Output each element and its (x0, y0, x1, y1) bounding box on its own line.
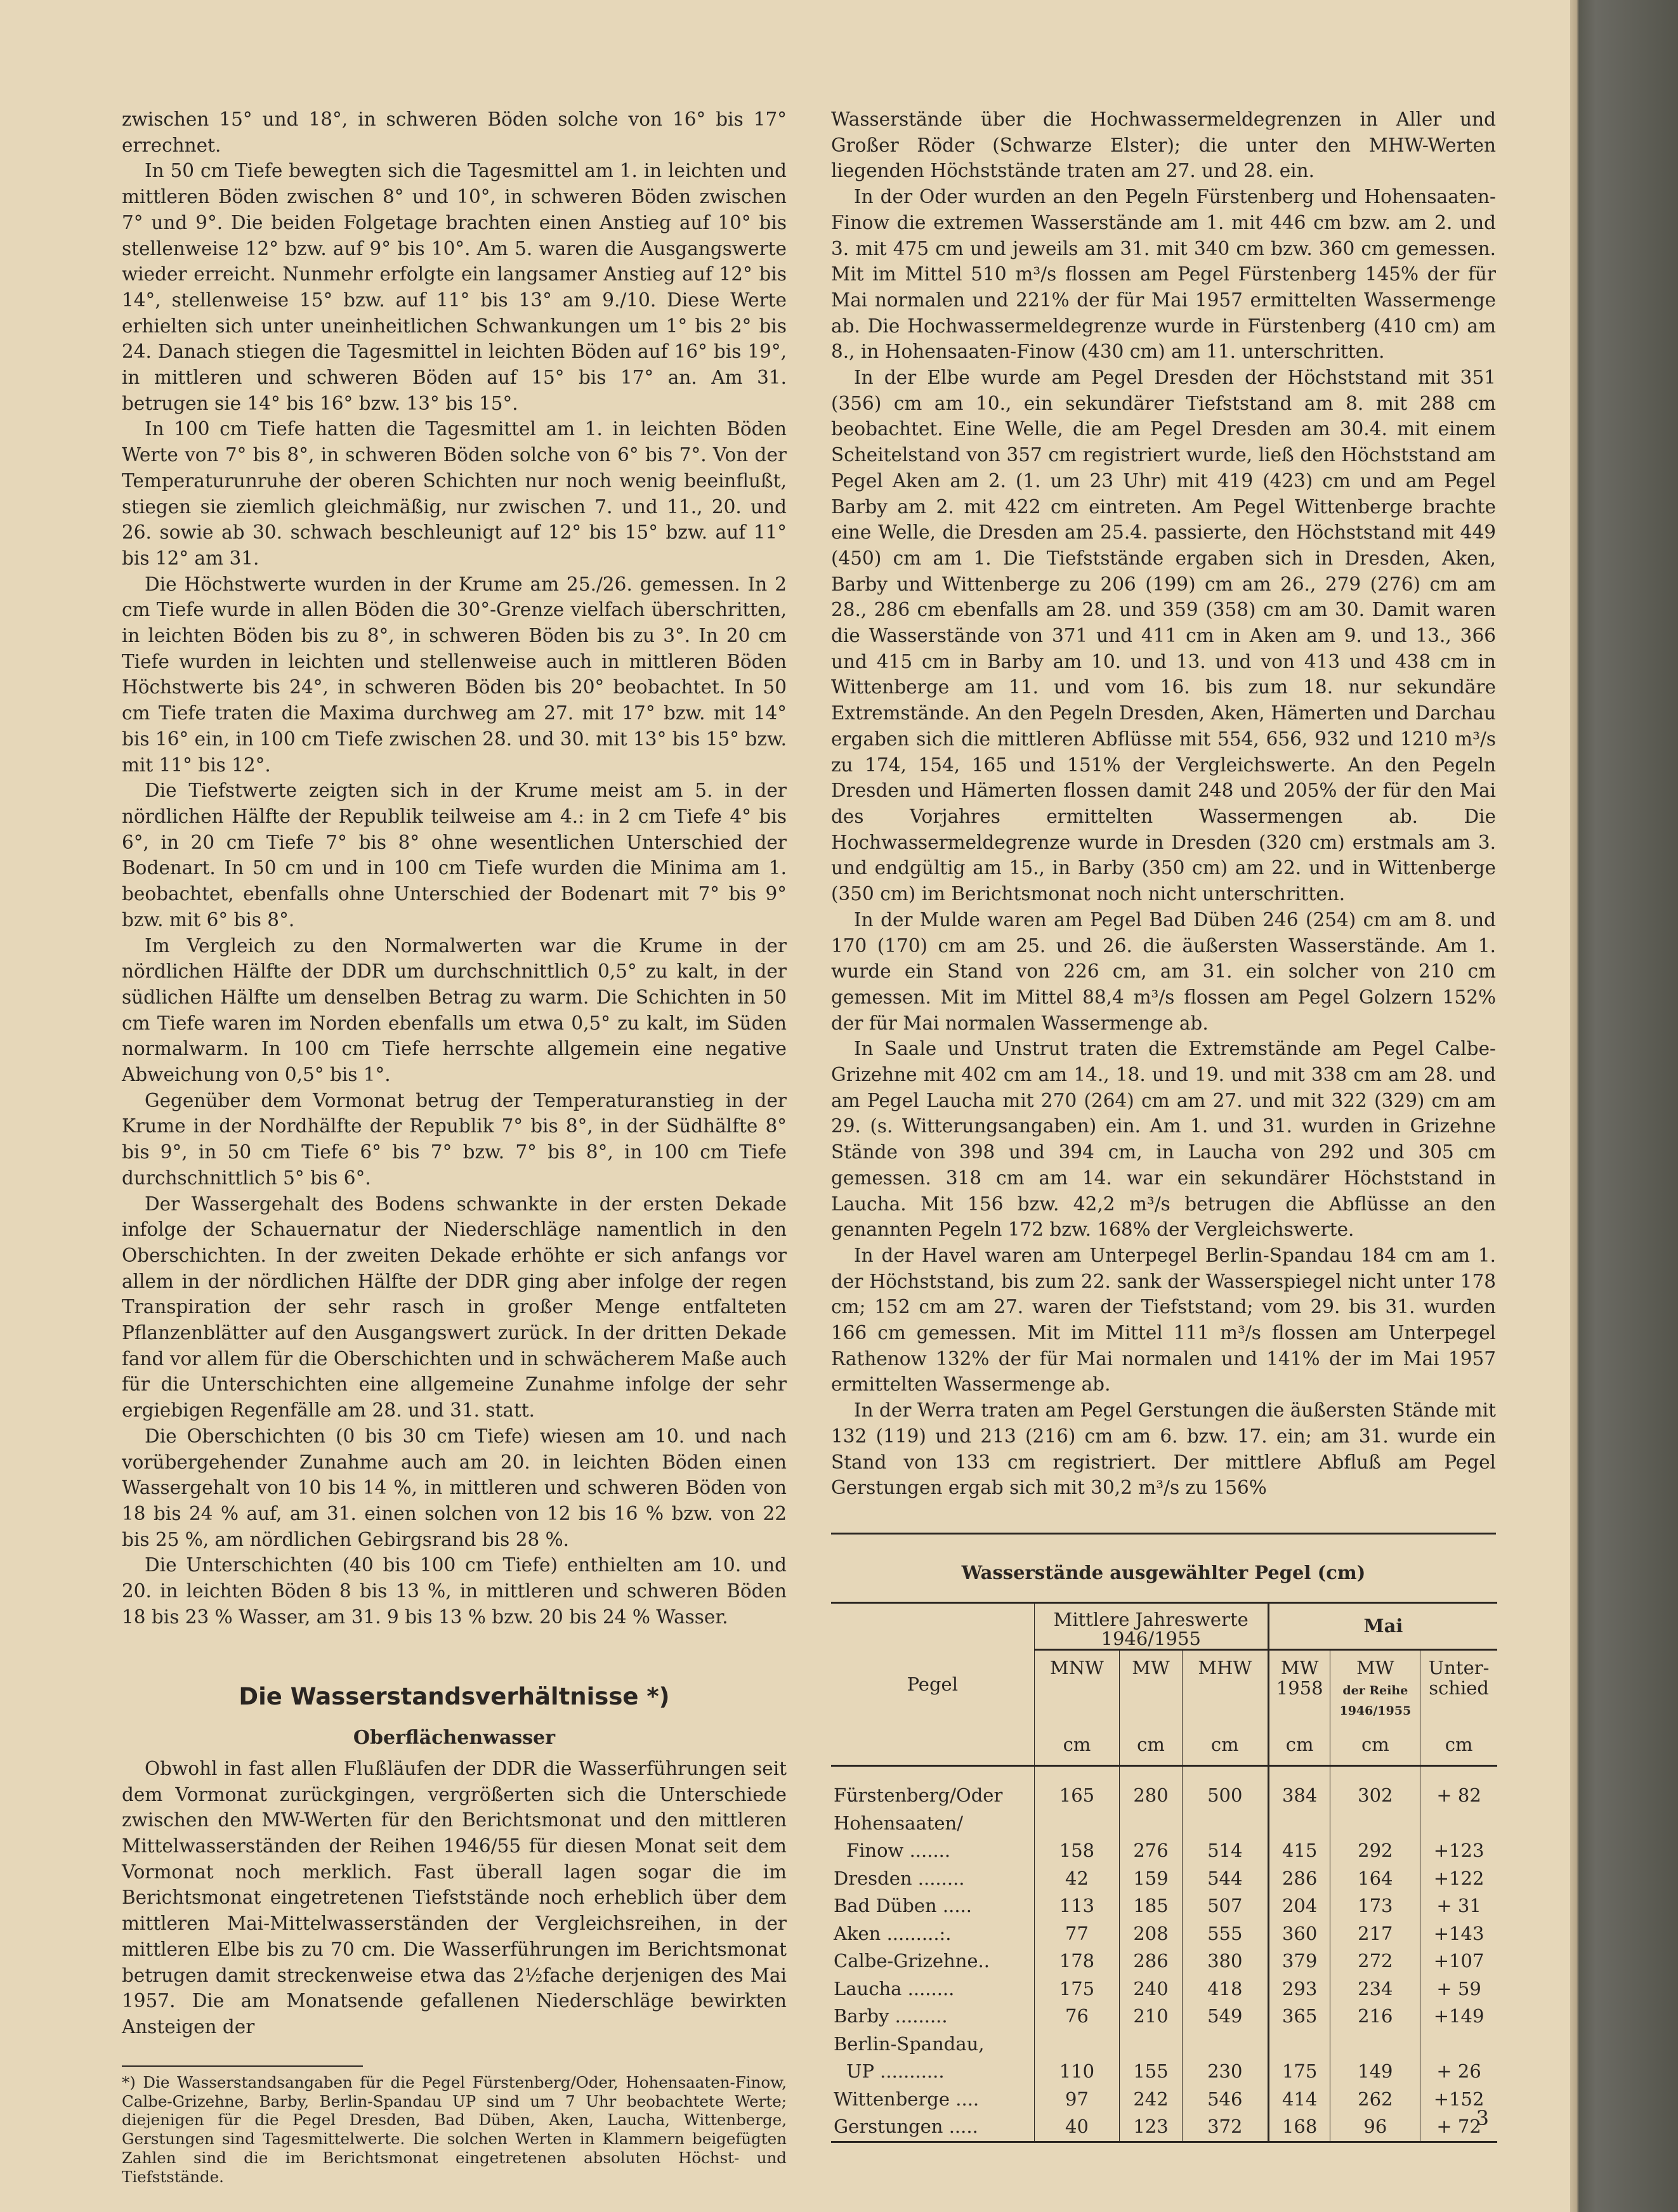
pegel-name: Laucha ........ (834, 1977, 955, 1999)
cell-mw (1120, 1810, 1182, 1838)
cell-mhw: 546 (1182, 2086, 1268, 2114)
pegel-name: Bad Düben ..... (834, 1895, 973, 1917)
cell-mw-reihe (1330, 1810, 1420, 1838)
cell-mw-1958 (1268, 2031, 1330, 2058)
table-row (831, 2086, 1497, 2114)
cell-unterschied: +122 (1420, 1865, 1497, 1893)
header-group-mai: Mai (1363, 1615, 1403, 1637)
paragraph: In der Havel waren am Unterpegel Berlin-Spandau 184 cm am 1. der Höchststand, bis zum 22. sank der Wasserspiegel nicht unter 178 cm; 152 cm am 27. waren der Tiefststand; vom 29. bis 31. wurden 166 cm gemessen. Mit im Mittel 111 m³/s flossen am Unterpegel Rathenow 132% der für Mai normalen und 141% der im Mai 1957 ermittelten Wassermenge ab. (831, 1244, 1496, 1396)
cell-mw-reihe: 262 (1330, 2086, 1420, 2114)
table-row (831, 1782, 1497, 1810)
cell-unterschied: + 59 (1420, 1975, 1497, 2003)
water-level-table (831, 1602, 1497, 2143)
pegel-name: Dresden ........ (834, 1867, 965, 1889)
cell-mw-reihe: 234 (1330, 1975, 1420, 2003)
header-mhw: MHW (1182, 1649, 1268, 1718)
cell-mnw: 77 (1034, 1920, 1120, 1948)
cell-mw-reihe: 302 (1330, 1782, 1420, 1810)
cell-mhw: 507 (1182, 1892, 1268, 1920)
pegel-name: Barby ......... (834, 2005, 948, 2027)
cell-mw: 155 (1120, 2058, 1182, 2086)
book-binding-edge (1570, 0, 1678, 2212)
unit-cell: cm (1034, 1719, 1120, 1766)
cell-mhw: 230 (1182, 2058, 1268, 2086)
paragraph: Der Wassergehalt des Bodens schwankte in der ersten Dekade infolge der Schauernatur der Niederschläge namentlich in den Oberschichten. In der zweiten Dekade erhöhte er sich anfangs vor allem in der nördlichen Hälfte der DDR ging aber infolge der regen Transpiration der sehr rasch in großer Menge entfalteten Pflanzenblätter auf den Ausgangswert zurück. In der dritten Dekade fand vor allem für die Oberschichten und in schwächerem Maße auch für die Unterschichten eine allgemeine Zunahme infolge der sehr ergiebigen Regenfälle am 28. und 31. statt. (122, 1193, 787, 1422)
cell-mnw (1034, 2031, 1120, 2058)
cell-mnw: 113 (1034, 1892, 1120, 1920)
cell-unterschied: +152 (1420, 2086, 1497, 2114)
footnote-divider (122, 2065, 363, 2067)
pegel-name: Berlin-Spandau, (834, 2032, 985, 2055)
cell-unterschied: + 26 (1420, 2058, 1497, 2086)
header-mw-1958 (1268, 1649, 1330, 1718)
header-mw-reihe-sub: der Reihe (1342, 1683, 1408, 1698)
footnote: *) Die Wasserstandsangaben für die Pegel Fürstenberg/Oder, Hohensaaten-Finow, Calbe-Grizehne, Barby, Berlin-Spandau UP sind um 7 Uhr beobachtete Werte; diejenigen für die Pegel Dresden, Bad Düben, Aken, Laucha, Wittenberge, Gerstungen sind Tagesmittelwerte. Die solchen Werten in Klammern beigefügten Zahlen sind die im Berichtsmonat eingetretenen absoluten Höchst- und Tiefststände. (122, 2072, 787, 2187)
cell-unterschied (1420, 1810, 1497, 1838)
table-row (831, 1947, 1497, 1975)
cell-mw: 208 (1120, 1920, 1182, 1948)
cell-mw: 242 (1120, 2086, 1182, 2114)
header-mw: MW (1120, 1649, 1182, 1718)
cell-mhw: 555 (1182, 1920, 1268, 1948)
cell-mw: 159 (1120, 1865, 1182, 1893)
cell-mw: 276 (1120, 1837, 1182, 1865)
section-divider (831, 1533, 1496, 1535)
cell-mhw: 380 (1182, 1947, 1268, 1975)
cell-mnw: 158 (1034, 1837, 1120, 1865)
cell-mnw: 178 (1034, 1947, 1120, 1975)
header-mw-reihe (1330, 1649, 1420, 1718)
unit-cell: cm (1182, 1719, 1268, 1766)
cell-mnw: 97 (1034, 2086, 1120, 2114)
paragraph: Gegenüber dem Vormonat betrug der Temperaturanstieg in der Krume in der Nordhälfte der Republik 7° bis 8°, in der Südhälfte 8° bis 9°, in 50 cm Tiefe 6° bis 7° bzw. 7° bis 8°, in 100 cm Tiefe durchschnittlich 5° bis 6°. (122, 1089, 787, 1189)
cell-unterschied: +143 (1420, 1920, 1497, 1948)
right-column (831, 107, 1496, 2143)
pegel-name: Calbe-Grizehne.. (834, 1950, 990, 1972)
cell-mw-1958: 379 (1268, 1947, 1330, 1975)
cell-mnw: 42 (1034, 1865, 1120, 1893)
table-row (831, 1837, 1497, 1865)
header-unterschied (1420, 1649, 1497, 1718)
cell-mnw: 110 (1034, 2058, 1120, 2086)
table-row (831, 1920, 1497, 1948)
header-pegel: Pegel (907, 1673, 958, 1695)
pegel-name: Gerstungen ..... (834, 2116, 978, 2138)
table-row (831, 1892, 1497, 1920)
paragraph: Die Unterschichten (40 bis 100 cm Tiefe) enthielten am 10. und 20. in leichten Böden 8 bis 13 %, in mittleren und schweren Böden 18 bis 23 % Wasser, am 31. 9 bis 13 % bzw. 20 bis 24 % Wasser. (122, 1554, 787, 1628)
table-row (831, 1810, 1497, 1838)
cell-mhw: 514 (1182, 1837, 1268, 1865)
paragraph: Obwohl in fast allen Flußläufen der DDR die Wasserführungen seit dem Vormonat zurückgingen, vergrößerten sich die Unterschiede zwischen den MW-Werten für den Berichtsmonat und den mittleren Mittelwasserständen der Reihen 1946/55 für diesen Monat seit dem Vormonat noch merklich. Fast überall lagen sogar die im Berichtsmonat eingetretenen Tiefststände noch erheblich über dem mittleren Mai-Mittelwasserständen der Vergleichsreihen, in der mittleren Elbe bis zu 70 cm. Die Wasserführungen im Berichtsmonat betrugen damit streckenweise etwa das 2½fache derjenigen des Mai 1957. Die am Monatsende gefallenen Niederschläge bewirkten Ansteigen der (122, 1757, 787, 2038)
header-mw-reihe-range: 1946/1955 (1339, 1703, 1412, 1718)
cell-mw-1958: 414 (1268, 2086, 1330, 2114)
table-row (831, 2031, 1497, 2058)
cell-mhw (1182, 1810, 1268, 1838)
cell-mnw: 165 (1034, 1782, 1120, 1810)
cell-mw-reihe: 173 (1330, 1892, 1420, 1920)
cell-mw: 240 (1120, 1975, 1182, 2003)
cell-mw-reihe: 216 (1330, 2003, 1420, 2031)
cell-mw-1958: 360 (1268, 1920, 1330, 1948)
unit-cell: cm (1268, 1719, 1330, 1766)
cell-mhw: 549 (1182, 2003, 1268, 2031)
header-mw-reihe-label: MW (1356, 1656, 1394, 1679)
cell-mw-1958: 204 (1268, 1892, 1330, 1920)
cell-mw-1958: 415 (1268, 1837, 1330, 1865)
cell-unterschied (1420, 2031, 1497, 2058)
pegel-name: Fürstenberg/Oder (834, 1784, 1003, 1807)
table-row (831, 2003, 1497, 2031)
paragraph: Die Oberschichten (0 bis 30 cm Tiefe) wiesen am 10. und nach vorübergehender Zunahme auch am 20. in leichten Böden einen Wassergehalt von 10 bis 14 %, in mittleren und schweren Böden von 18 bis 24 % auf, am 31. einen solchen von 12 bis 16 % bzw. von 22 bis 25 %, am nördlichen Gebirgsrand bis 28 %. (122, 1425, 787, 1550)
pegel-name: Aken .........:. (834, 1922, 952, 1944)
header-mw-1958-year: 1958 (1276, 1677, 1323, 1699)
header-group-annual-range: 1946/1955 (1101, 1628, 1201, 1650)
subsection-title: Oberflächenwasser (353, 1726, 556, 1749)
cell-mnw: 175 (1034, 1975, 1120, 2003)
cell-mw (1120, 2031, 1182, 2058)
cell-unterschied: + 82 (1420, 1782, 1497, 1810)
header-group-annual (1034, 1602, 1268, 1649)
cell-mw-reihe: 96 (1330, 2113, 1420, 2142)
cell-mnw: 40 (1034, 2113, 1120, 2142)
cell-mw: 210 (1120, 2003, 1182, 2031)
cell-mw-reihe: 292 (1330, 1837, 1420, 1865)
cell-mw-reihe: 272 (1330, 1947, 1420, 1975)
section-title: Die Wasserstandsverhältnisse *) (239, 1683, 670, 1711)
cell-mw-reihe: 149 (1330, 2058, 1420, 2086)
cell-mw: 286 (1120, 1947, 1182, 1975)
cell-mw-1958: 286 (1268, 1865, 1330, 1893)
header-mw-1958-label: MW (1280, 1656, 1319, 1679)
left-column (122, 107, 787, 2187)
cell-mhw: 418 (1182, 1975, 1268, 2003)
cell-unterschied: +123 (1420, 1837, 1497, 1865)
paragraph: Wasserstände über die Hochwassermeldegrenzen in Aller und Großer Röder (Schwarze Elster); die unter den MHW-Werten liegenden Höchststände traten am 27. und 28. ein. (831, 108, 1496, 182)
pegel-name: Wittenberge .... (834, 2088, 980, 2110)
pegel-name: Hohensaaten/ (834, 1812, 963, 1834)
header-unterschied-b: schied (1429, 1677, 1489, 1699)
cell-unterschied: +149 (1420, 2003, 1497, 2031)
table-title: Wasserstände ausgewählter Pegel (cm) (961, 1561, 1366, 1583)
cell-mhw: 500 (1182, 1782, 1268, 1810)
cell-mw-reihe: 217 (1330, 1920, 1420, 1948)
cell-mhw: 372 (1182, 2113, 1268, 2142)
table-row (831, 1975, 1497, 2003)
unit-cell: cm (1330, 1719, 1420, 1766)
paragraph: In Saale und Unstrut traten die Extremstände am Pegel Calbe-Grizehne mit 402 cm am 14., 18. und 19. und mit 338 cm am 28. und am Pegel Laucha mit 270 (264) cm am 27. und mit 322 (329) cm am 29. (s. Witterungsangaben) ein. Am 1. und 31. wurden in Grizehne Stände von 398 und 394 cm, in Laucha von 292 und 305 cm gemessen. 318 cm am 14. war ein sekundärer Höchststand in Laucha. Mit 156 bzw. 42,2 m³/s betrugen die Abflüsse an den genannten Pegeln 172 bzw. 168% der Vergleichswerte. (831, 1038, 1496, 1241)
paragraph: In 100 cm Tiefe hatten die Tagesmittel am 1. in leichten Böden Werte von 7° bis 8°, in schweren Böden solche von 6° bis 7°. Von der Temperaturunruhe der oberen Schichten nur noch wenig beeinflußt, stiegen sie ziemlich gleichmäßig, nur zwischen 7. und 11., 20. und 26. sowie ab 30. schwach beschleunigt auf 12° bis 15° bzw. auf 11° bis 12° am 31. (122, 418, 787, 569)
cell-mnw (1034, 1810, 1120, 1838)
cell-mnw: 76 (1034, 2003, 1120, 2031)
unit-cell: cm (1120, 1719, 1182, 1766)
table-row (831, 2113, 1497, 2142)
cell-mw: 185 (1120, 1892, 1182, 1920)
paragraph: zwischen 15° und 18°, in schweren Böden solche von 16° bis 17° errechnet. (122, 108, 787, 156)
paragraph: In der Werra traten am Pegel Gerstungen die äußersten Stände mit 132 (119) und 213 (216) cm am 6. bzw. 17. ein; am 31. wurde ein Stand von 133 cm registriert. Der mittlere Abfluß am Pegel Gerstungen ergab sich mit 30,2 m³/s zu 156% (831, 1399, 1497, 1499)
header-mnw: MNW (1034, 1649, 1120, 1718)
paragraph: Die Höchstwerte wurden in der Krume am 25./26. gemessen. In 2 cm Tiefe wurde in allen Böden die 30°-Grenze vielfach überschritten, in leichten Böden bis zu 8°, in schweren Böden bis zu 3°. In 20 cm Tiefe wurden in leichten und stellenweise auch in mittleren Böden Höchstwerte bis 24°, in schweren Böden bis 20° beobachtet. In 50 cm Tiefe traten die Maxima durchweg am 27. mit 17° bzw. mit 14° bis 16° ein, in 100 cm Tiefe zwischen 28. und 30. mit 13° bis 15° bzw. mit 11° bis 12°. (122, 573, 787, 776)
cell-mw-reihe (1330, 2031, 1420, 2058)
cell-mw: 123 (1120, 2113, 1182, 2142)
cell-mhw (1182, 2031, 1268, 2058)
table-row (831, 1865, 1497, 1893)
paragraph: In der Oder wurden an den Pegeln Fürstenberg und Hohensaaten-Finow die extremen Wasserstände am 1. mit 446 cm bzw. am 2. und 3. mit 475 cm und jeweils am 31. mit 340 cm bzw. 360 cm gemessen. Mit im Mittel 510 m³/s flossen am Pegel Fürstenberg 145% der für Mai normalen und 221% der für Mai 1957 ermittelten Wassermenge ab. Die Hochwassermeldegrenze wurde in Fürstenberg (410 cm) am 8., in Hohensaaten-Finow (430 cm) am 11. unterschritten. (831, 186, 1496, 363)
header-group-annual-label: Mittlere Jahreswerte (1053, 1608, 1249, 1630)
cell-mw-1958: 175 (1268, 2058, 1330, 2086)
page-number: 3 (1476, 2106, 1489, 2130)
cell-mhw: 544 (1182, 1865, 1268, 1893)
pegel-name: Finow ....... (846, 1840, 951, 1862)
paragraph: Im Vergleich zu den Normalwerten war die Krume in der nördlichen Hälfte der DDR um durchschnittlich 0,5° zu kalt, in der südlichen Hälfte um denselben Betrag zu warm. Die Schichten in 50 cm Tiefe waren im Norden ebenfalls um etwa 0,5° zu kalt, im Süden normalwarm. In 100 cm Tiefe herrschte allgemein eine negative Abweichung von 0,5° bis 1°. (122, 934, 787, 1086)
cell-mw-1958: 384 (1268, 1782, 1330, 1810)
paragraph: In 50 cm Tiefe bewegten sich die Tagesmittel am 1. in leichten und mittleren Böden zwischen 8° und 10°, in schweren Böden zwischen 7° und 9°. Die beiden Folgetage brachten einen Anstieg auf 10° bis stellenweise 12° bzw. auf 9° bis 10°. Am 5. waren die Ausgangswerte wieder erreicht. Nunmehr erfolgte ein langsamer Anstieg auf 12° bis 14°, stellenweise 15° bzw. auf 11° bis 13° am 9./10. Diese Werte erhielten sich unter uneinheitlichen Schwankungen um 1° bis 2° bis 24. Danach stiegen die Tagesmittel in leichten Böden auf 16° bis 19°, in mittleren und schweren Böden auf 15° bis 17° an. Am 31. betrugen sie 14° bis 16° bzw. 13° bis 15°. (122, 160, 787, 414)
paragraph: Die Tiefstwerte zeigten sich in der Krume meist am 5. in der nördlichen Hälfte der Republik teilweise am 4.: in 2 cm Tiefe 4° bis 6°, in 20 cm Tiefe 7° bis 8° ohne wesentlichen Unterschied der Bodenart. In 50 cm und in 100 cm Tiefe wurden die Minima am 1. beobachtet, ebenfalls ohne Unterschied der Bodenart mit 7° bis 9° bzw. mit 6° bis 8°. (122, 780, 787, 931)
table-row (831, 2058, 1497, 2086)
cell-mw-reihe: 164 (1330, 1865, 1420, 1893)
unit-cell: cm (1420, 1719, 1497, 1766)
header-unterschied-a: Unter- (1428, 1656, 1490, 1679)
cell-unterschied: + 31 (1420, 1892, 1497, 1920)
cell-mw-1958 (1268, 1810, 1330, 1838)
cell-mw-1958: 365 (1268, 2003, 1330, 2031)
cell-mw-1958: 293 (1268, 1975, 1330, 2003)
paragraph: In der Mulde waren am Pegel Bad Düben 246 (254) cm am 8. und 170 (170) cm am 25. und 26. die äußersten Wasserstände. Am 1. wurde ein Stand von 226 cm, am 31. ein solcher von 210 cm gemessen. Mit im Mittel 88,4 m³/s flossen am Pegel Golzern 152% der für Mai normalen Wassermenge ab. (831, 908, 1496, 1034)
pegel-name: UP ........... (846, 2060, 945, 2083)
cell-unterschied: +107 (1420, 1947, 1497, 1975)
cell-mw-1958: 168 (1268, 2113, 1330, 2142)
cell-mw: 280 (1120, 1782, 1182, 1810)
cell-unterschied: + 72 (1420, 2113, 1497, 2142)
paragraph: In der Elbe wurde am Pegel Dresden der Höchststand mit 351 (356) cm am 10., ein sekundärer Tiefststand am 8. mit 288 cm beobachtet. Eine Welle, die am Pegel Dresden am 30.4. mit einem Scheitelstand von 357 cm registriert wurde, ließ den Höchststand am Pegel Aken am 2. (1. um 23 Uhr) mit 419 (423) cm und am Pegel Barby am 2. mit 422 cm eintreten. Am Pegel Wittenberge brachte eine Welle, die Dresden am 25.4. passierte, den Höchststand mit 449 (450) cm am 1. Die Tiefststände ergaben sich in Dresden, Aken, Barby und Wittenberge zu 206 (199) cm am 26., 279 (276) cm am 28., 286 cm ebenfalls am 28. und 359 (358) cm am 30. Damit waren die Wasserstände von 371 und 411 cm in Aken am 9. und 13., 366 und 415 cm in Barby am 10. und 13. und von 413 und 438 cm in Wittenberge am 11. und vom 16. bis zum 18. nur sekundäre Extremstände. An den Pegeln Dresden, Aken, Hämerten und Darchau ergaben sich die mittleren Abflüsse mit 554, 656, 932 und 1210 m³/s zu 174, 154, 165 und 151% der Vergleichswerte. An den Pegeln Dresden und Hämerten flossen damit 248 und 205% der für den Mai des Vorjahres ermittelten Wassermengen ab. Die Hochwassermeldegrenze wurde in Dresden (320 cm) erstmals am 3. und endgültig am 15., in Barby (350 cm) am 22. und in Wittenberge (350 cm) im Berichtsmonat noch nicht unterschritten. (831, 367, 1496, 905)
